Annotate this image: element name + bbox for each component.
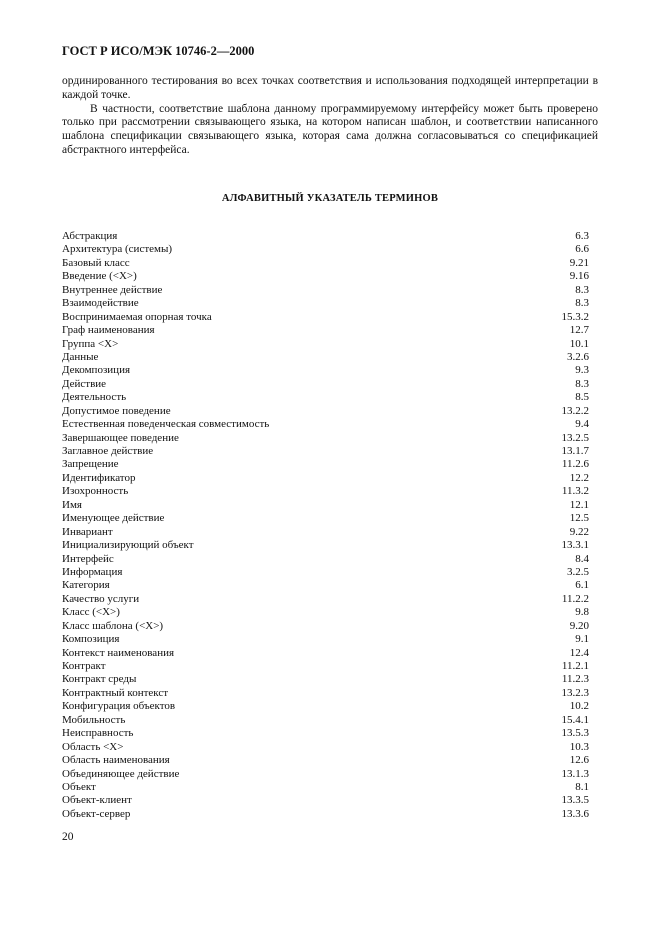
- page-number: 20: [62, 831, 74, 843]
- index-entry: [62, 606, 589, 619]
- index-ref: 9.20: [569, 619, 589, 632]
- index-ref: 6.3: [575, 230, 589, 242]
- index-term: Именующее действие: [62, 512, 165, 525]
- index-term: Внутреннее действие: [62, 283, 163, 296]
- index-ref: 10.2: [569, 700, 589, 713]
- index-term: Контрактный контекст: [62, 686, 169, 699]
- index-ref: 13.1.3: [561, 767, 589, 780]
- index-entry: [62, 660, 589, 673]
- index-ref: 11.3.2: [561, 485, 589, 498]
- index-term: Базовый класс: [62, 256, 130, 269]
- index-term: Декомпозиция: [62, 364, 131, 377]
- index-term: Композиция: [62, 633, 120, 646]
- index-term: Контекст наименования: [62, 646, 175, 659]
- index-ref: 9.3: [575, 364, 589, 377]
- index-ref: 12.4: [569, 646, 589, 659]
- index-term: Заглавное действие: [62, 445, 154, 457]
- index-entry: [62, 727, 589, 740]
- index-ref: 9.1: [575, 633, 589, 646]
- index-title: АЛФАВИТНЫЙ УКАЗАТЕЛЬ ТЕРМИНОВ: [221, 193, 439, 204]
- index-ref: 12.6: [569, 754, 589, 767]
- index-term: Граф наименования: [62, 324, 155, 337]
- index-term: Завершающее поведение: [62, 431, 179, 444]
- index-entry: [62, 687, 589, 700]
- index-term: Взаимодействие: [62, 297, 139, 310]
- intro-paragraph-2: В частности, соответствие шаблона данному программируемому интерфейсу может быть проверено только при рассмотрении связывающего языка, на котором написан шаблон, и соответствии написанного шаблона спецификации связывающего языка, которая сама должна согласовываться со спецификацией абстрактного интерфейса.: [62, 102, 598, 156]
- intro-paragraph-1: ординированного тестирования во всех точках соответствия и использования подходящей интерпретации в каждой точке.: [62, 75, 598, 101]
- index-term: Объект-клиент: [62, 794, 132, 807]
- index-term: Неисправность: [62, 727, 134, 740]
- index-ref: 8.3: [575, 297, 589, 310]
- index-entry: [62, 714, 589, 727]
- index-entry: [62, 673, 589, 686]
- index-ref: 3.2.6: [567, 350, 589, 363]
- index-ref: 9.21: [569, 256, 589, 269]
- index-term: Допустимое поведение: [62, 404, 171, 417]
- index-term: Контракт среды: [62, 673, 137, 686]
- index-term: Данные: [62, 350, 99, 363]
- document-header: ГОСТ Р ИСО/МЭК 10746-2—2000: [62, 44, 255, 58]
- index-entry: [62, 351, 589, 364]
- index-entry: [62, 700, 589, 713]
- index-entry: [62, 499, 589, 512]
- index-entry: [62, 257, 589, 270]
- index-term: Естественная поведенческая совместимость: [62, 418, 270, 431]
- index-entry: [62, 781, 589, 794]
- index-entry: [62, 297, 589, 310]
- index-entry: [62, 808, 589, 821]
- index-entry: [62, 405, 589, 418]
- index-term: Область наименования: [62, 754, 170, 767]
- index-entry: [62, 284, 589, 297]
- index-entry: [62, 593, 589, 606]
- index-entry: [62, 472, 589, 485]
- index-entry: [62, 378, 589, 391]
- term-index-list: [62, 230, 589, 821]
- index-term: Изохронность: [62, 485, 129, 498]
- index-entry: [62, 579, 589, 592]
- index-ref: 10.1: [569, 337, 589, 350]
- index-entry: [62, 512, 589, 525]
- index-ref: 8.5: [575, 391, 589, 404]
- intro-text: [62, 75, 598, 158]
- index-ref: 13.3.1: [561, 539, 589, 552]
- index-term: Абстракция: [62, 230, 118, 242]
- index-ref: 8.1: [575, 780, 589, 793]
- index-entry: [62, 633, 589, 646]
- index-entry: [62, 458, 589, 471]
- index-ref: 11.2.3: [561, 673, 589, 686]
- index-entry: [62, 445, 589, 458]
- index-ref: 12.2: [569, 471, 589, 484]
- index-term: Идентификатор: [62, 471, 136, 484]
- index-ref: 13.3.5: [561, 794, 589, 807]
- index-ref: 3.2.5: [567, 565, 589, 578]
- index-ref: 11.2.2: [561, 592, 589, 605]
- index-ref: 9.8: [575, 606, 589, 619]
- index-entry: [62, 620, 589, 633]
- index-term: Класс (<X>): [62, 606, 120, 619]
- index-entry: [62, 539, 589, 552]
- index-entry: [62, 566, 589, 579]
- index-ref: 15.3.2: [561, 310, 589, 323]
- index-ref: 8.4: [575, 552, 589, 565]
- index-ref: 15.4.1: [561, 713, 589, 726]
- index-term: Класс шаблона (<X>): [62, 619, 164, 632]
- index-ref: 6.1: [575, 579, 589, 592]
- index-ref: 9.4: [575, 418, 589, 431]
- index-entry: [62, 754, 589, 767]
- index-entry: [62, 794, 589, 807]
- index-term: Действие: [62, 377, 107, 390]
- index-term: Воспринимаемая опорная точка: [62, 310, 212, 323]
- index-ref: 9.16: [569, 270, 589, 283]
- index-entry: [62, 741, 589, 754]
- index-ref: 10.3: [569, 740, 589, 753]
- index-term: Инициализирующий объект: [62, 539, 194, 552]
- index-ref: 6.6: [575, 243, 589, 256]
- index-term: Объединяющее действие: [62, 767, 180, 780]
- index-ref: 13.3.6: [561, 807, 589, 820]
- index-ref: 12.5: [569, 512, 589, 525]
- index-ref: 13.2.2: [561, 404, 589, 417]
- index-entry: [62, 324, 589, 337]
- index-term: Введение (<X>): [62, 270, 137, 283]
- index-term: Запрещение: [62, 458, 119, 471]
- index-ref: 8.3: [575, 377, 589, 390]
- index-term: Группа <X>: [62, 337, 119, 350]
- index-entry: [62, 553, 589, 566]
- index-entry: [62, 768, 589, 781]
- index-entry: [62, 485, 589, 498]
- index-ref: 11.2.6: [561, 458, 589, 471]
- index-entry: [62, 526, 589, 539]
- index-term: Область <X>: [62, 740, 124, 753]
- index-entry: [62, 338, 589, 351]
- index-term: Объект: [62, 780, 96, 793]
- index-ref: 9.22: [569, 525, 589, 538]
- index-entry: [62, 391, 589, 404]
- index-ref: 13.1.7: [561, 445, 589, 457]
- index-term: Объект-сервер: [62, 807, 131, 820]
- index-entry: [62, 270, 589, 283]
- index-term: Качество услуги: [62, 592, 140, 605]
- index-term: Имя: [62, 498, 82, 511]
- index-entry: [62, 311, 589, 324]
- index-entry: [62, 364, 589, 377]
- index-term: Архитектура (системы): [62, 243, 173, 256]
- index-entry: [62, 432, 589, 445]
- index-term: Категория: [62, 579, 110, 592]
- index-ref: 13.5.3: [561, 727, 589, 740]
- index-term: Конфигурация объектов: [62, 700, 176, 713]
- index-ref: 12.7: [569, 324, 589, 337]
- index-ref: 12.1: [569, 498, 589, 511]
- index-ref: 13.2.3: [561, 686, 589, 699]
- index-entry: [62, 647, 589, 660]
- index-term: Контракт: [62, 660, 106, 672]
- index-term: Мобильность: [62, 713, 126, 726]
- index-ref: 11.2.1: [561, 660, 589, 672]
- index-term: Информация: [62, 565, 123, 578]
- index-term: Деятельность: [62, 391, 127, 404]
- index-ref: 8.3: [575, 283, 589, 296]
- index-ref: 13.2.5: [561, 431, 589, 444]
- index-entry: [62, 230, 589, 243]
- index-entry: [62, 418, 589, 431]
- index-term: Интерфейс: [62, 552, 114, 565]
- index-entry: [62, 243, 589, 256]
- index-term: Инвариант: [62, 525, 113, 538]
